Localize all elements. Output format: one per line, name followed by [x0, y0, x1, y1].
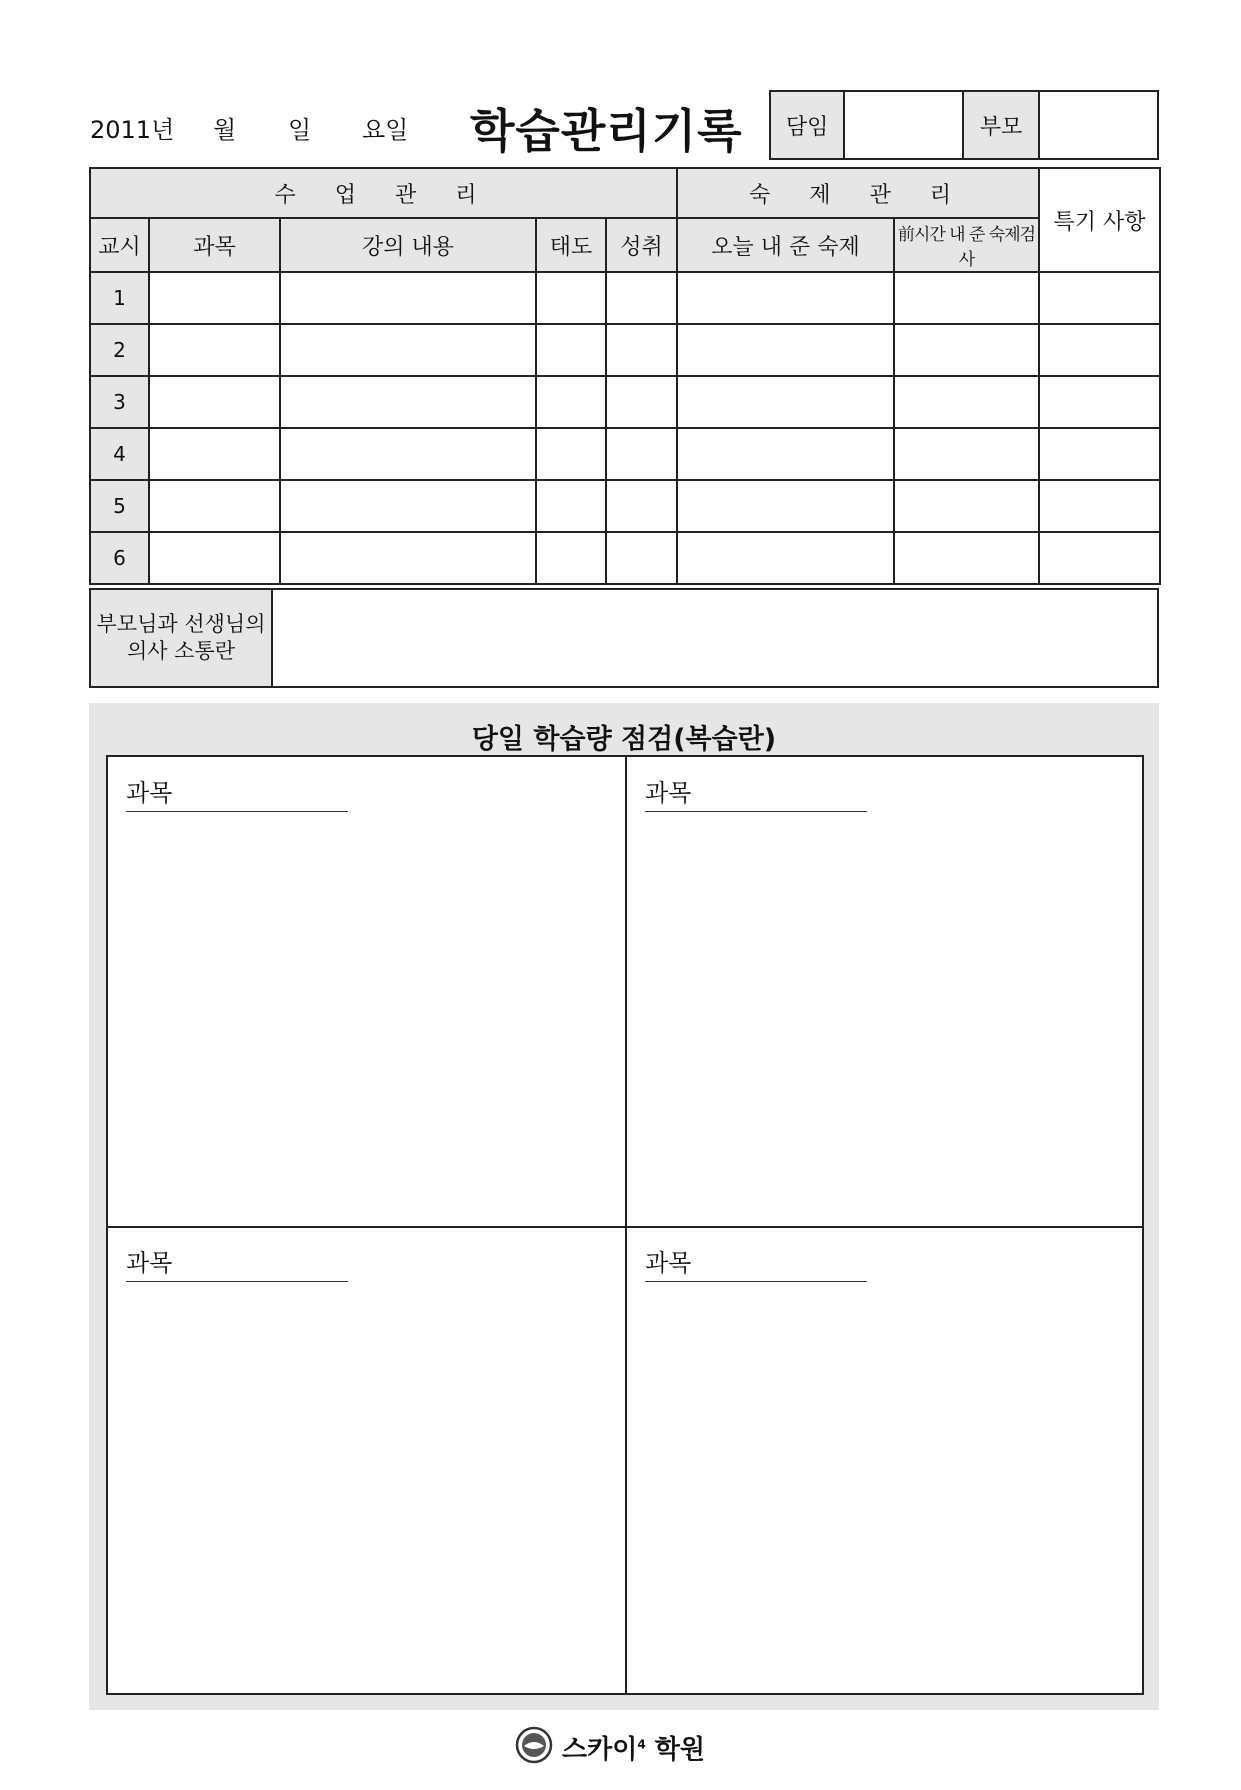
subject-label: 과목: [126, 1249, 173, 1277]
day-label: 일: [288, 116, 312, 144]
teacher-sign-label: 담임: [771, 92, 845, 158]
grid-horizontal-divider: [108, 1226, 1142, 1228]
lecture-content-cell[interactable]: [280, 324, 536, 376]
attitude-cell[interactable]: [536, 480, 606, 532]
prev-homework-check-cell[interactable]: [894, 324, 1039, 376]
subject-cell[interactable]: [149, 428, 280, 480]
subject-cell[interactable]: [149, 376, 280, 428]
subject-underline: [126, 811, 348, 812]
year-label: 2011년: [90, 116, 175, 144]
period-number: 5: [90, 480, 149, 532]
communication-section: [89, 588, 1159, 688]
academy-name-main: 스카이: [562, 1735, 638, 1765]
today-homework-cell[interactable]: [677, 324, 894, 376]
parent-sign-field[interactable]: [1040, 92, 1157, 158]
today-homework-cell[interactable]: [677, 480, 894, 532]
period-number: 3: [90, 376, 149, 428]
teacher-sign-field[interactable]: [845, 92, 964, 158]
signature-box: [769, 90, 1159, 160]
month-label: 월: [213, 116, 237, 144]
study-record-table: [89, 167, 1161, 585]
special-notes-cell[interactable]: [1039, 480, 1160, 532]
grid-vertical-divider: [625, 757, 627, 1693]
attitude-cell[interactable]: [536, 532, 606, 584]
lecture-content-cell[interactable]: [280, 532, 536, 584]
col-period: 교시: [90, 218, 149, 272]
communication-label-line1: 부모님과 선생님의: [96, 611, 266, 636]
table-row: [90, 272, 1160, 324]
col-achievement: 성취: [606, 218, 677, 272]
today-homework-cell[interactable]: [677, 428, 894, 480]
col-prev-homework-check: 前시간 내 준 숙제검사: [894, 218, 1039, 272]
communication-label: [91, 590, 273, 686]
subject-label: 과목: [126, 779, 173, 807]
subject-cell[interactable]: [149, 324, 280, 376]
special-notes-cell[interactable]: [1039, 532, 1160, 584]
prev-homework-check-cell[interactable]: [894, 480, 1039, 532]
col-lecture-content: 강의 내용: [280, 218, 536, 272]
academy-name-suffix: 학원: [645, 1735, 706, 1765]
attitude-cell[interactable]: [536, 428, 606, 480]
review-grid: [106, 755, 1144, 1695]
today-homework-cell[interactable]: [677, 376, 894, 428]
prev-homework-check-cell[interactable]: [894, 428, 1039, 480]
review-section: [89, 703, 1159, 1710]
table-row: [90, 480, 1160, 532]
special-notes-cell[interactable]: [1039, 324, 1160, 376]
achievement-cell[interactable]: [606, 324, 677, 376]
attitude-cell[interactable]: [536, 272, 606, 324]
achievement-cell[interactable]: [606, 532, 677, 584]
achievement-cell[interactable]: [606, 428, 677, 480]
weekday-label: 요일: [362, 116, 409, 144]
communication-label-line2: 의사 소통란: [126, 639, 236, 663]
communication-field[interactable]: [273, 590, 1157, 686]
academy-name: [562, 1729, 705, 1766]
achievement-cell[interactable]: [606, 376, 677, 428]
period-number: 1: [90, 272, 149, 324]
table-row: [90, 324, 1160, 376]
achievement-cell[interactable]: [606, 272, 677, 324]
special-notes-cell[interactable]: [1039, 272, 1160, 324]
page-title: 학습관리기록: [470, 104, 743, 158]
parent-sign-label: 부모: [964, 92, 1040, 158]
subject-label: 과목: [645, 1249, 692, 1277]
period-number: 6: [90, 532, 149, 584]
subject-cell[interactable]: [149, 272, 280, 324]
academy-name-sup: 4: [637, 1737, 646, 1752]
achievement-cell[interactable]: [606, 480, 677, 532]
table-row: [90, 376, 1160, 428]
table-row: [90, 428, 1160, 480]
subject-underline: [126, 1281, 348, 1282]
special-notes-cell[interactable]: [1039, 428, 1160, 480]
prev-homework-check-cell[interactable]: [894, 272, 1039, 324]
col-subject: 과목: [149, 218, 280, 272]
attitude-cell[interactable]: [536, 324, 606, 376]
special-notes-header: 특기 사항: [1039, 168, 1160, 272]
today-homework-cell[interactable]: [677, 532, 894, 584]
subject-label: 과목: [645, 779, 692, 807]
special-notes-cell[interactable]: [1039, 376, 1160, 428]
period-number: 2: [90, 324, 149, 376]
attitude-cell[interactable]: [536, 376, 606, 428]
subject-cell[interactable]: [149, 480, 280, 532]
lecture-content-cell[interactable]: [280, 376, 536, 428]
prev-homework-check-cell[interactable]: [894, 376, 1039, 428]
prev-homework-check-cell[interactable]: [894, 532, 1039, 584]
col-attitude: 태도: [536, 218, 606, 272]
subject-underline: [645, 1281, 867, 1282]
subject-underline: [645, 811, 867, 812]
class-management-header: 수 업 관 리: [90, 168, 677, 218]
subject-cell[interactable]: [149, 532, 280, 584]
col-today-homework: 오늘 내 준 숙제: [677, 218, 894, 272]
lecture-content-cell[interactable]: [280, 480, 536, 532]
academy-logo-icon: [515, 1726, 553, 1764]
table-row: [90, 532, 1160, 584]
lecture-content-cell[interactable]: [280, 428, 536, 480]
lecture-content-cell[interactable]: [280, 272, 536, 324]
review-title: 당일 학습량 점검(복습란): [471, 724, 777, 755]
period-number: 4: [90, 428, 149, 480]
homework-management-header: 숙 제 관 리: [677, 168, 1039, 218]
today-homework-cell[interactable]: [677, 272, 894, 324]
